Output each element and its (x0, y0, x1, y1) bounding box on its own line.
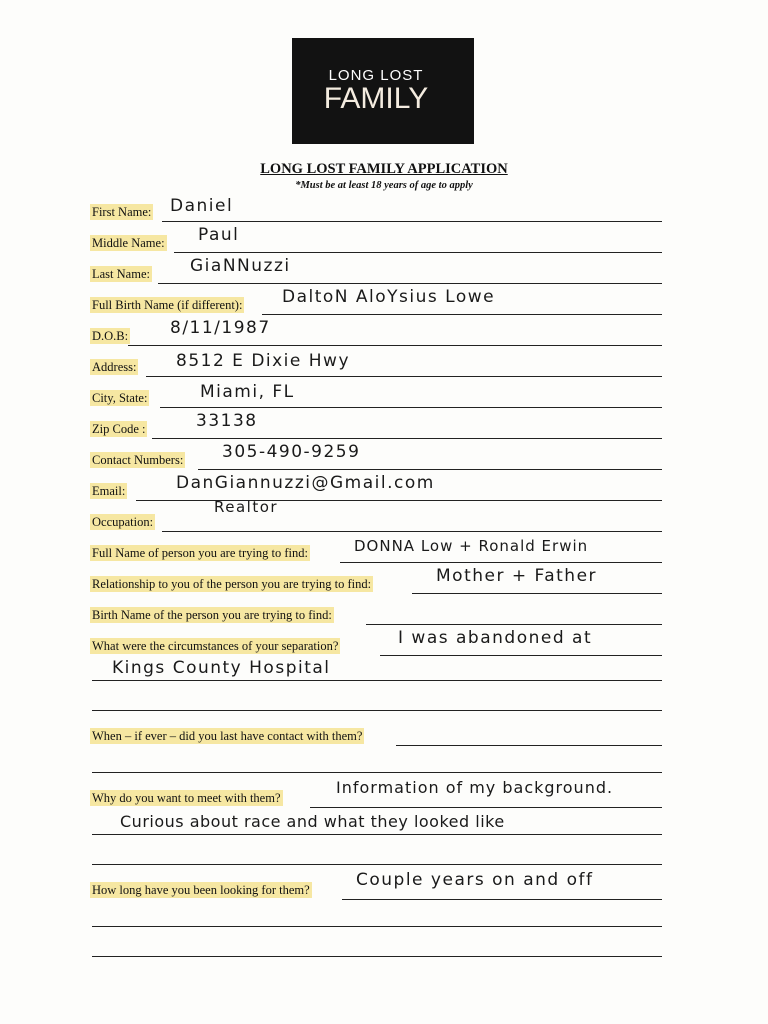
field-value: Daniel (170, 196, 234, 216)
field-contact-numbers (90, 442, 662, 470)
field-value: DaltoN AloYsius Lowe (282, 287, 496, 307)
field-value: 33138 (196, 411, 258, 431)
field-label: Why do you want to meet with them? (92, 791, 281, 805)
logo-line1: LONG LOST (328, 67, 424, 84)
field-value: DONNA Low + Ronald Erwin (354, 537, 589, 555)
field-last-contact (90, 726, 662, 746)
field-label: What were the circumstances of your separation? (92, 639, 339, 653)
logo (292, 38, 474, 144)
field-email (90, 473, 662, 501)
field-label: First Name: (92, 205, 152, 219)
field-value: GiaNNuzzi (190, 256, 291, 276)
form-title: LONG LOST FAMILY APPLICATION (260, 161, 508, 177)
separation-line2: Kings County Hospital (112, 658, 331, 678)
field-middle-name (90, 225, 662, 253)
field-first-name (90, 196, 662, 222)
field-person-name (90, 537, 662, 563)
field-address (90, 351, 662, 377)
field-value: Realtor (214, 498, 279, 516)
field-value: I was abandoned at (398, 628, 593, 648)
logo-line2: FAMILY (323, 82, 429, 115)
field-value: 8512 E Dixie Hwy (176, 351, 351, 371)
form-subtitle: *Must be at least 18 years of age to apply (295, 180, 473, 191)
field-label: Occupation: (92, 515, 154, 529)
field-label: City, State: (92, 391, 148, 405)
field-label: Middle Name: (92, 236, 165, 250)
field-zip-code (90, 411, 662, 439)
field-dob (90, 318, 662, 346)
field-relationship (90, 566, 662, 594)
field-value: Miami, FL (200, 382, 295, 402)
field-label: Zip Code : (92, 422, 146, 436)
field-value: Information of my background. (336, 778, 614, 797)
field-label: D.O.B: (92, 329, 129, 343)
field-label: Relationship to you of the person you are trying to find: (92, 577, 372, 591)
field-value: Couple years on and off (356, 870, 594, 890)
field-label: Last Name: (92, 267, 150, 281)
meet-line2: Curious about race and what they looked like (120, 812, 505, 831)
field-value: 305-490-9259 (222, 442, 361, 462)
field-value: DanGiannuzzi@Gmail.com (176, 473, 435, 493)
field-label: Contact Numbers: (92, 453, 184, 467)
field-birth-name (90, 605, 662, 625)
field-city-state (90, 382, 662, 408)
field-label: Email: (92, 484, 126, 498)
field-label: How long have you been looking for them? (92, 883, 310, 897)
field-label: Full Birth Name (if different): (92, 298, 243, 312)
field-last-name (90, 256, 662, 284)
field-full-birth-name (90, 287, 662, 315)
field-value: 8/11/1987 (170, 318, 271, 338)
field-label: Full Name of person you are trying to find: (92, 546, 308, 560)
field-label: Address: (92, 360, 137, 374)
field-why-meet (90, 778, 662, 808)
field-label: When – if ever – did you last have contact with them? (92, 729, 363, 743)
field-value: Paul (198, 225, 240, 245)
field-value: Mother + Father (436, 566, 598, 586)
field-separation (90, 628, 662, 656)
field-label: Birth Name of the person you are trying to find: (92, 608, 332, 622)
field-how-long (90, 870, 662, 900)
field-occupation (90, 498, 662, 532)
